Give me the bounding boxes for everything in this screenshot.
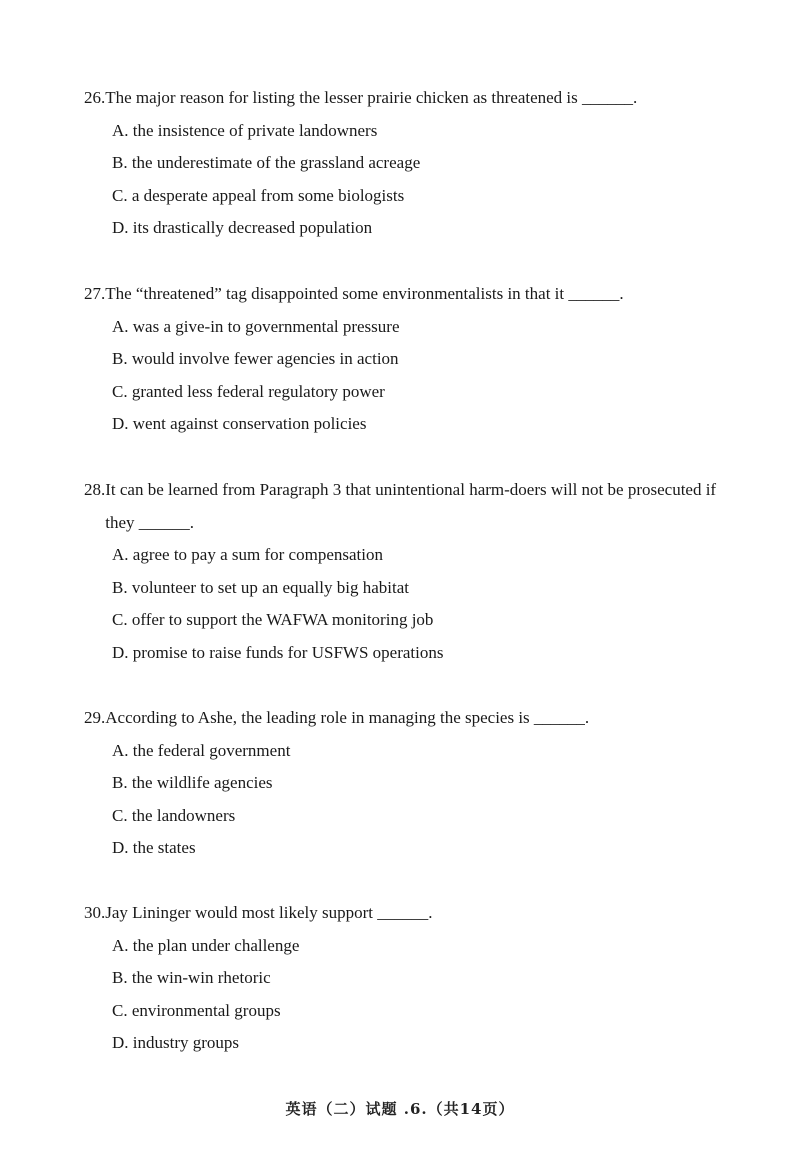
option-c: C. a desperate appeal from some biologists bbox=[112, 185, 405, 205]
option-b: B. the underestimate of the grassland acreage bbox=[112, 153, 421, 173]
question-number: 27. bbox=[84, 284, 106, 303]
option-d: D. the states bbox=[112, 838, 196, 858]
option-c: C. the landowners bbox=[112, 805, 236, 825]
option-a: A. was a give-in to governmental pressure bbox=[112, 316, 400, 336]
option-d: D. went against conservation policies bbox=[112, 414, 367, 434]
question-stem bbox=[84, 278, 734, 311]
question-stem bbox=[84, 702, 734, 735]
option-b: B. the wildlife agencies bbox=[112, 773, 273, 793]
question-stem bbox=[84, 897, 734, 930]
page-footer: 英语（二）试题 .6.（共14页） bbox=[285, 1100, 515, 1118]
question-text: According to Ashe, the leading role in managing the species is ______. bbox=[105, 708, 590, 727]
question-number: 26. bbox=[84, 88, 106, 107]
question-28 bbox=[84, 474, 734, 670]
question-stem bbox=[84, 474, 734, 539]
question-text: The “threatened” tag disappointed some environmentalists in that it ______. bbox=[105, 284, 624, 303]
question-text: It can be learned from Paragraph 3 that unintentional harm-doers will not be prosecuted if they ______. bbox=[105, 480, 717, 532]
option-c: C. granted less federal regulatory power bbox=[112, 381, 385, 401]
question-text: The major reason for listing the lesser prairie chicken as threatened is ______. bbox=[105, 88, 638, 107]
question-number: 29. bbox=[84, 708, 106, 727]
option-b: B. would involve fewer agencies in action bbox=[112, 349, 399, 369]
option-a: A. the insistence of private landowners bbox=[112, 120, 378, 140]
option-c: C. environmental groups bbox=[112, 1000, 281, 1020]
question-text: Jay Lininger would most likely support ______. bbox=[105, 903, 433, 922]
option-b: B. the win-win rhetoric bbox=[112, 968, 271, 988]
option-a: A. agree to pay a sum for compensation bbox=[112, 545, 383, 565]
option-a: A. the federal government bbox=[112, 740, 291, 760]
option-d: D. its drastically decreased population bbox=[112, 218, 373, 238]
question-26 bbox=[84, 82, 734, 245]
question-27 bbox=[84, 278, 734, 441]
option-a: A. the plan under challenge bbox=[112, 935, 300, 955]
option-d: D. promise to raise funds for USFWS operations bbox=[112, 642, 444, 662]
question-29 bbox=[84, 702, 734, 865]
question-number: 28. bbox=[84, 480, 106, 499]
option-c: C. offer to support the WAFWA monitoring job bbox=[112, 610, 434, 630]
question-stem bbox=[84, 82, 734, 115]
question-30 bbox=[84, 897, 734, 1060]
question-number: 30. bbox=[84, 903, 106, 922]
option-b: B. volunteer to set up an equally big habitat bbox=[112, 577, 409, 597]
option-d: D. industry groups bbox=[112, 1033, 240, 1053]
